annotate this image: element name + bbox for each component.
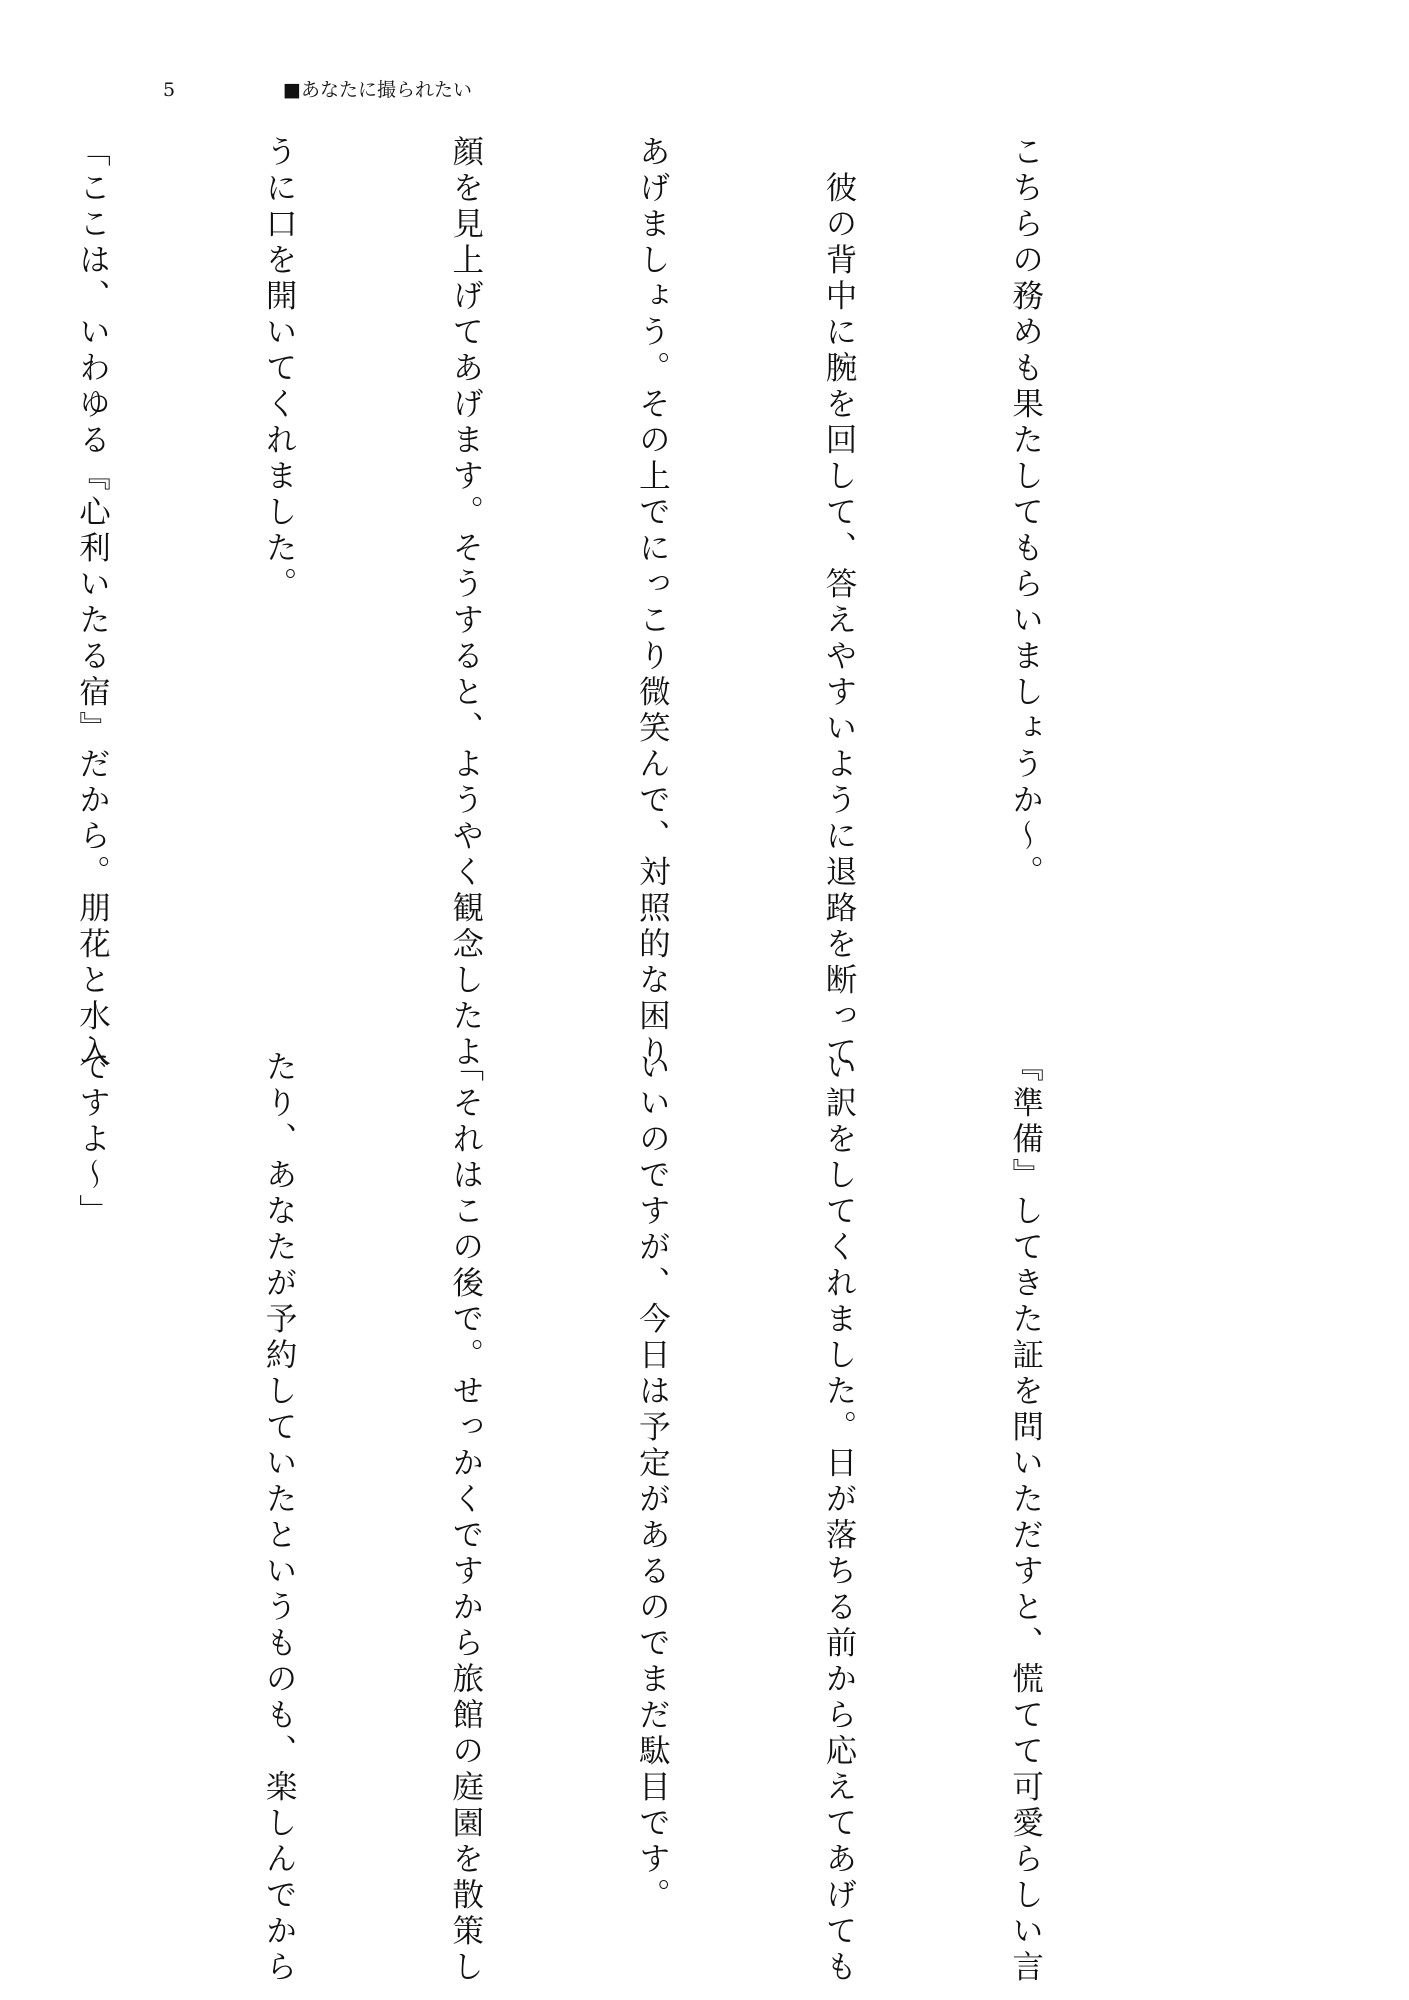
text-line: 『準備』してきた証を問いただすと、慌てて可愛らしい言 [1007, 1050, 1044, 1986]
page-number: 5 [163, 79, 176, 101]
text-line: いいのですが、今日は予定があるのでまだ駄目です。 [634, 1050, 671, 1914]
text-line: 顔を見上げてあげます。そうすると、ようやく観念したよ [447, 135, 484, 1071]
text-line: い訳をしてくれました。日が落ちる前から応えてあげても [820, 1050, 857, 1986]
text-line: 「ここは、いわゆる『心利いたる宿』だから。朋花と水入 [74, 135, 111, 1071]
running-title: ■あなたに撮られたい [283, 79, 472, 101]
lower-text-block [74, 1050, 1181, 1986]
text-line: 彼の背中に腕を回して、答えやすいように退路を断って [820, 135, 857, 1071]
text-line: たり、あなたが予約していたというものも、楽しんでから [261, 1050, 298, 1986]
text-line: 「それはこの後で。せっかくですから旅館の庭園を散策し [447, 1050, 484, 1986]
text-line: こちらの務めも果たしてもらいましょうか〜。 [1007, 135, 1044, 891]
text-line: うに口を開いてくれました。 [261, 135, 298, 603]
text-line: ですよ〜」 [74, 1050, 111, 1230]
text-line: あげましょう。その上でにっこり微笑んで、対照的な困り [634, 135, 671, 1071]
upper-text-block [74, 135, 1181, 1071]
